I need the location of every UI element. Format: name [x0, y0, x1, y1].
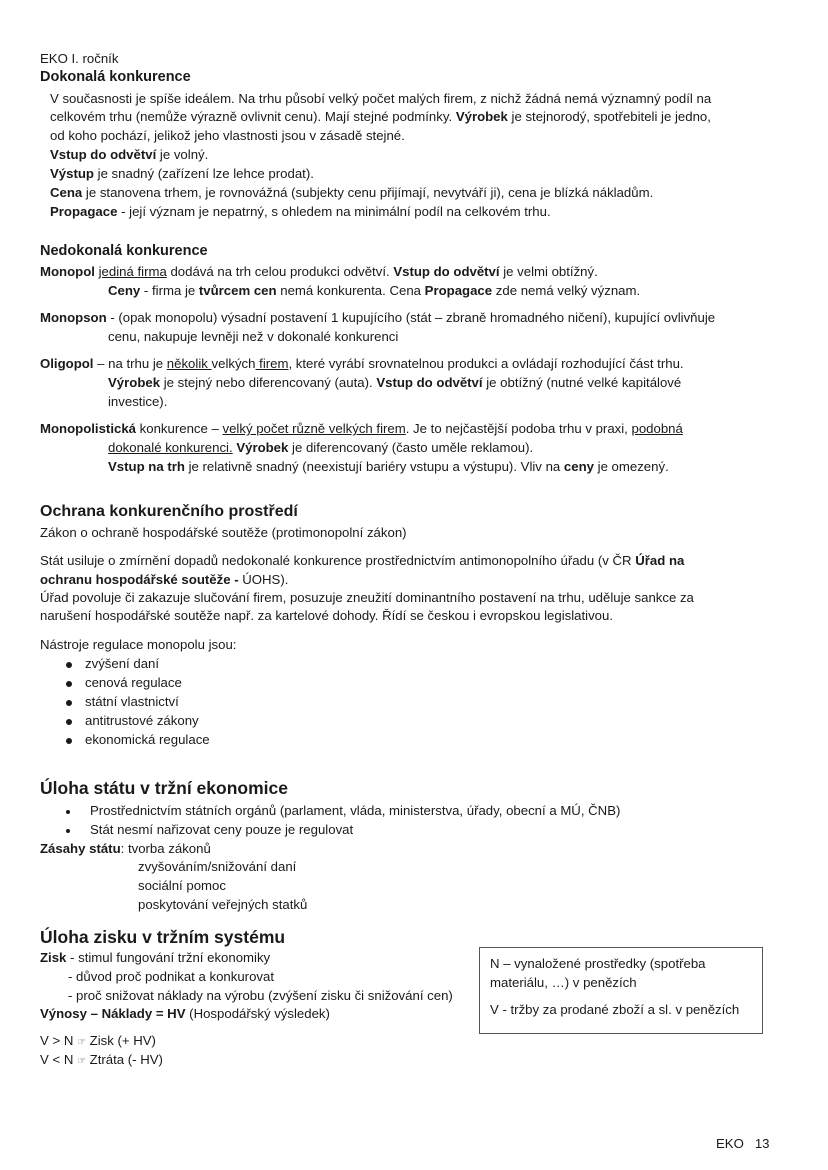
document-header: EKO I. ročník	[40, 51, 119, 66]
box-line: N – vynaložené prostředky (spotřeba	[490, 956, 706, 971]
monopson-line-2: cenu, nakupuje levněji než v dokonalé konkurenci	[108, 329, 399, 344]
text: - její význam je nepatrný, s ohledem na minimální podíl na celkovém trhu.	[117, 204, 551, 219]
text: zde nemá velký význam.	[492, 283, 641, 298]
paragraph-line	[50, 183, 653, 202]
pointing-hand-icon: ☞	[77, 1056, 86, 1067]
zasahy-item: poskytování veřejných statků	[138, 897, 308, 912]
box-line: materiálu, …) v penězích	[490, 975, 637, 990]
text: - firma je	[140, 283, 199, 298]
list-item	[66, 654, 159, 673]
bold-term: Výrobek	[455, 109, 508, 124]
bold-term: Oligopol	[40, 356, 94, 371]
text: je omezený.	[593, 459, 669, 474]
text: nemá konkurenta. Cena	[276, 283, 425, 298]
monopol-line	[40, 262, 598, 281]
zasahy-item: zvyšováním/snižování daní	[138, 859, 297, 874]
section-title-nedokonala: Nedokonalá konkurence	[40, 243, 208, 259]
text: - (opak monopolu) výsadní postavení 1 kupujícího (stát – zbraně hromadného ničení), kupující ovlivňuje	[106, 310, 716, 325]
tools-intro: Nástroje regulace monopolu jsou:	[40, 637, 237, 652]
paragraph-line	[50, 107, 711, 126]
text: - stimul fungování tržní ekonomiky	[66, 950, 271, 965]
paragraph-line: narušení hospodářské soutěže např. za kartelové dohody. Řídí se českou i evropskou legislativou.	[40, 608, 614, 623]
bold-term: Ceny	[108, 283, 141, 298]
list-item	[66, 711, 199, 730]
list-item	[66, 673, 182, 692]
list-item	[66, 692, 179, 711]
list-item-text: ekonomická regulace	[85, 732, 210, 747]
oligopol-line-2	[108, 373, 681, 392]
bold-term: Monopson	[40, 310, 107, 325]
text: je snadný (zařízení lze lehce prodat).	[93, 166, 314, 181]
text: je velmi obtížný.	[499, 264, 598, 279]
text: je stejnorodý, spotřebiteli je jedno,	[507, 109, 711, 124]
rule-line	[40, 1050, 163, 1071]
bold-term: Vstup na trh	[108, 459, 185, 474]
section-title-uloha-statu: Úloha státu v tržní ekonomice	[40, 778, 288, 798]
bullet-icon	[66, 829, 70, 833]
bullet-icon	[66, 681, 72, 687]
zisk-sub: - proč snižovat náklady na výrobu (zvýšení zisku či snižování cen)	[68, 988, 453, 1003]
monopolisticka-line-3	[108, 457, 669, 476]
bold-term: tvůrcem cen	[198, 283, 277, 298]
paragraph-line: Úřad povoluje či zakazuje slučování firem, posuzuje zneužití dominantního postavení na trhu, uděluje sankce za	[40, 590, 694, 605]
bullet-icon	[66, 810, 70, 814]
text: (Hospodářský výsledek)	[185, 1006, 330, 1021]
bullet-icon	[66, 719, 72, 725]
rule-line	[40, 1031, 156, 1052]
bold-term: Výrobek	[236, 440, 289, 455]
bold-term: Propagace	[50, 204, 118, 219]
bullet-icon	[66, 738, 72, 744]
bold-term: Zásahy státu	[40, 841, 121, 856]
section-title-dokonala: Dokonalá konkurence	[40, 69, 191, 85]
oligopol-line-3: investice).	[108, 394, 168, 409]
text: Zisk (+ HV)	[85, 1033, 156, 1048]
paragraph-line	[50, 145, 208, 164]
zisk-line	[40, 948, 270, 967]
list-item-text: cenová regulace	[85, 675, 182, 690]
monopolisticka-line-2	[108, 438, 533, 457]
pointing-hand-icon: ☞	[77, 1037, 86, 1048]
list-item	[66, 801, 620, 820]
bold-term: Propagace	[424, 283, 493, 298]
bold-term: Úřad na	[635, 553, 685, 568]
list-item	[66, 730, 210, 749]
text: velkých	[211, 356, 256, 371]
list-item-text: zvýšení daní	[85, 656, 160, 671]
bold-term: Výstup	[50, 166, 94, 181]
text: V > N	[40, 1033, 78, 1048]
underlined-text: několik	[166, 356, 212, 371]
underlined-text: podobná	[631, 421, 683, 436]
paragraph-line	[40, 570, 288, 589]
bold-term: Vstup do odvětví	[376, 375, 483, 390]
zasahy-line	[40, 839, 211, 858]
bullet-icon	[66, 700, 72, 706]
list-item-text: státní vlastnictví	[85, 694, 179, 709]
zasahy-item: sociální pomoc	[138, 878, 226, 893]
underlined-text: jediná firma	[98, 264, 167, 279]
text: je obtížný (nutné velké kapitálové	[482, 375, 682, 390]
text: . Je to nejčastější podoba trhu v praxi,	[405, 421, 632, 436]
bold-term: Monopol	[40, 264, 95, 279]
text: celkovém trhu (nemůže výrazně ovlivnit cenu). Mají stejné podmínky.	[50, 109, 456, 124]
monopolisticka-line	[40, 419, 683, 438]
list-item	[66, 820, 353, 839]
text: je stanovena trhem, je rovnovážná (subjekty cenu přijímají, nevytváří ji), cena je blízká nákladům.	[82, 185, 654, 200]
list-item-text: antitrustové zákony	[85, 713, 199, 728]
box-line: V - tržby za prodané zboží a sl. v penězích	[490, 1002, 740, 1017]
section-title-ochrana: Ochrana konkurenčního prostředí	[40, 503, 298, 520]
definition-box	[479, 947, 763, 1034]
zisk-sub: - důvod proč podnikat a konkurovat	[68, 969, 274, 984]
paragraph-line: V současnosti je spíše ideálem. Na trhu působí velký počet malých firem, z nichž žádná nemá významný podíl na	[50, 91, 712, 106]
subtitle: Zákon o ochraně hospodářské soutěže (protimonopolní zákon)	[40, 525, 407, 540]
paragraph-line	[50, 164, 314, 183]
text: konkurence –	[135, 421, 223, 436]
bold-term: Vstup do odvětví	[393, 264, 500, 279]
list-item-text: Stát nesmí nařizovat ceny pouze je regulovat	[90, 822, 354, 837]
bold-term: ceny	[563, 459, 594, 474]
text: Stát usiluje o zmírnění dopadů nedokonalé konkurence prostřednictvím antimonopolního úřadu (v ČR	[40, 553, 636, 568]
bold-term: Vstup do odvětví	[50, 147, 157, 162]
monopson-line	[40, 308, 715, 327]
paragraph-line	[40, 551, 684, 570]
paragraph-line	[50, 202, 551, 221]
section-title-uloha-zisku: Úloha zisku v tržním systému	[40, 927, 286, 947]
text: V < N	[40, 1052, 78, 1067]
text: : tvorba zákonů	[120, 841, 211, 856]
bold-term: Cena	[50, 185, 83, 200]
paragraph-line: od koho pochází, jelikož jeho vlastnosti jsou v zásadě stejné.	[50, 128, 405, 143]
text: , které vyrábí srovnatelnou produkci a ovládají rozhodující část trhu.	[288, 356, 684, 371]
underlined-text: velký počet různě velkých firem	[222, 421, 406, 436]
text: Ztráta (- HV)	[85, 1052, 163, 1067]
bold-term: Monopolistická	[40, 421, 136, 436]
text: je diferencovaný (často uměle reklamou).	[288, 440, 534, 455]
bold-term: Výrobek	[108, 375, 161, 390]
text: – na trhu je	[93, 356, 167, 371]
list-item-text: Prostřednictvím státních orgánů (parlament, vláda, ministerstva, úřady, obecní a MÚ, ČNB)	[90, 803, 621, 818]
bold-term: ochranu hospodářské soutěže -	[40, 572, 243, 587]
oligopol-line	[40, 354, 684, 373]
bullet-icon	[66, 662, 72, 668]
page-footer: EKO 13	[716, 1136, 770, 1151]
text: ).	[280, 572, 289, 587]
text: je stejný nebo diferencovaný (auta).	[160, 375, 377, 390]
text: je relativně snadný (neexistují bariéry vstupu a výstupu). Vliv na	[184, 459, 564, 474]
monopol-ceny-line	[108, 281, 640, 300]
text: je volný.	[156, 147, 209, 162]
underlined-text: dokonalé konkurenci.	[108, 440, 233, 455]
formula-line	[40, 1004, 330, 1023]
text: dodává na trh celou produkci odvětví.	[166, 264, 394, 279]
text: ÚOHS	[242, 572, 281, 587]
bold-term: Výnosy – Náklady = HV	[40, 1006, 186, 1021]
underlined-text: firem	[255, 356, 289, 371]
bold-term: Zisk	[40, 950, 67, 965]
